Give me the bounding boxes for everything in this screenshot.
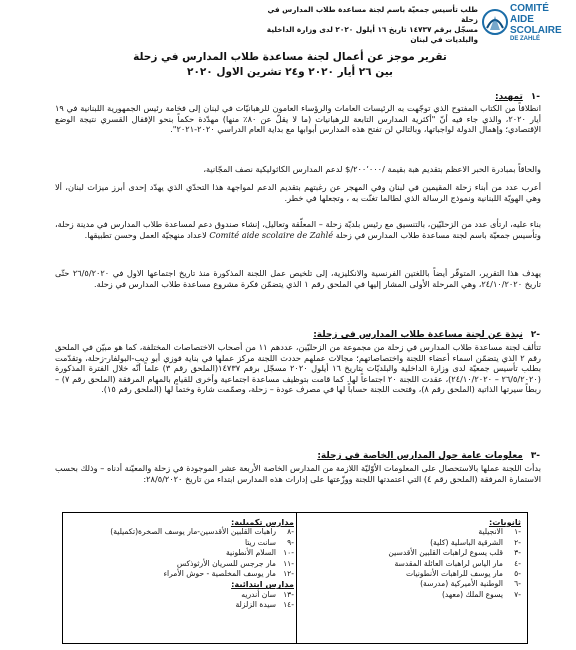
logo-mark-icon: [482, 2, 508, 42]
letterhead-text: [250, 5, 478, 45]
logo-line-2: AIDE: [510, 14, 534, 25]
list-item: -١الانجيلية: [478, 527, 521, 537]
section-title: تمهيد:: [495, 92, 523, 102]
committee-logo: [482, 2, 572, 44]
complementary-schools-column: [69, 517, 294, 611]
committee-french-name: Comité aide scolaire de Zahlé: [209, 229, 334, 240]
report-title: [80, 50, 500, 80]
section-number: -٢: [530, 330, 540, 340]
section-title: نبذة عن لجنة مساعدة طلاب المدارس في زحلة:: [313, 330, 523, 340]
section-1-paragraph-3: أعرب عدد من أبناء زحلة المقيمين في لبنان وفي المهجر عن رغبتهم بتقديم الدعم لمواجهة هذا التحدّي الذي يهدّد إحدى أبرز ميزات لبنان، ألا وهي الهويّة اللبنانية ونموذج الرسالة الذي لطالما تغنّت به ، وتجعلها في خطر.: [55, 182, 541, 203]
list-item: -٨راهبات القلبين الأقدسين-مار يوسف الصخرة(تكميلية): [110, 527, 294, 537]
list-item: -٦الوطنية الأميركية (مدرسة): [420, 579, 521, 589]
list-item: -١٠السلام الأنطونية: [225, 548, 294, 558]
column-heading: ثانويات:: [488, 517, 521, 527]
logo-line-4: DE ZAHLÉ: [510, 36, 540, 42]
list-item: -٥مار يوسف للراهبات الأنطونيات: [405, 569, 521, 579]
logo-line-1: COMITÉ: [510, 3, 549, 14]
list-item: -١٣سان أندريه: [241, 589, 294, 599]
section-3-paragraph: بدأت اللجنة عملها بالاستحصال على المعلومات الأوّليّة اللازمة من المدارس الخاصة الأربعة عشر الموجودة في زحلة والمعيّنة أدناه – وذلك بحسب الاستمارة المرفقة (الملحق رقم ٤) التي اعتمدتها اللجنة ووزّعتها على إدارات هذه المدارس ابتداء من تاريخ ٢٨/٥/٢٠٢٠:: [55, 463, 541, 484]
section-1-heading: [340, 92, 540, 102]
list-item: -٩سانت ريتا: [244, 537, 294, 547]
list-item: -٧يسوع الملك (معهد): [441, 589, 521, 599]
logo-line-3: SCOLAIRE: [510, 25, 562, 36]
column-heading: مدارس ابتدائية:: [231, 579, 294, 590]
section-1-paragraph-5: يهدف هذا التقرير، المتوفّر أيضاً باللغتين الفرنسية والانكليزية، إلى تلخيص عمل اللجنة المذكورة منذ تاريخ اجتماعها الاول في ٢٦/٥/٢٠٢٠ حتّى تاريخ ٢٤/١٠/٢٠٢٠، وهي المرحلة الأولى المشار إليها في الملحق رقم ١ الذي يتضمّن فكرة مشروع مساعدة طلاب المدارس في زحلة.: [55, 268, 541, 289]
list-item: -٢الشرقية الباسلية (كلية): [430, 537, 521, 547]
section-number: -٣: [530, 451, 540, 461]
section-1-paragraph-2: والحاقاً بمبادرة الحبر الاعظم بتقديم هبة بقيمة /٢٠٠٬٠٠٠/$ لدعم المدارس الكاثوليكية نصف المجّانية،: [203, 164, 541, 174]
secondary-schools-column: [296, 517, 521, 600]
column-heading: مدارس تكميلية:: [230, 517, 294, 527]
list-item: -١٢مار يوسف المخلصية - حوش الأمراء: [163, 569, 294, 579]
section-title: معلومات عامة حول المدارس الخاصة في زحلة:: [317, 451, 523, 461]
section-1-paragraph-4: [55, 219, 541, 240]
paragraph-text: لاعداد منهجيّة العمل وحسن تطبيقها.: [84, 229, 207, 240]
list-item: -٤مار الياس لراهبات العائلة المقدسة: [394, 558, 521, 568]
section-1-paragraph-1: انطلاقاً من الكتاب المفتوح الذي توجّهت به الرئيسات العامات والرؤساء العامون للرهبانيّات في لبنان إلى فخامة رئيس الجمهورية اللبنانية في ١٩ أيار ٢٠٢٠، والذي جاء فيه أنّ "أكثرية المدارس التابعة للرهبانيات (ما لا يقلّ عن ٨٠٪ منها) مهدّدة حكماً بنحو الإقفال القسري نتيجة الوضع الإقتصادي؛ وإهمال الدولة لواجباتها، وبالتالي لن تفتح هذه المدارس أبوابها مع بداية العام الدراسي ٢٠٢٠-٢٠٢١".: [55, 103, 541, 135]
section-3-heading: [240, 451, 540, 461]
list-item: -١١مار جرجس للسريان الأرثوذكس: [176, 558, 294, 568]
section-number: -١: [530, 92, 540, 102]
list-item: -١٤سيدة الزلزلة: [235, 600, 294, 610]
report-title-line-2: بين ٢٦ أيار ٢٠٢٠ و٢٤ تشرين الاول ٢٠٢٠: [187, 66, 393, 78]
logo-wordmark: [510, 3, 572, 43]
schools-table: [62, 512, 528, 644]
letterhead-line-1: طلب تأسيس جمعيّة باسم لجنة مساعدة طلاب المدارس في زحلة: [267, 5, 478, 24]
letterhead: [0, 0, 576, 46]
section-2-heading: [240, 330, 540, 340]
letterhead-line-2: مسجّل برقم ١٤٧٣٧ تاريخ ١٦ أيلول ٢٠٢٠ لدى وزارة الداخلية والبلديات في لبنان: [266, 25, 478, 44]
section-2-paragraph: تتألف لجنة مساعدة طلاب المدارس في زحلة من مجموعة من الزحليّين، عددهم ١١ من أصحاب الاختصاصات المختلفة، كما هو مبيّن في الملحق رقم ٢ الذي يتضمّن اسماء أعضاء اللجنة واختصاصاتهم؛ مجالات عملهم حددت اللجنة مركز عملها في بناية فوزي أبو ديب-البولفار-زحلة، وتقدّمت بطلب تأسيس جمعيّة لدى وزارة الداخلية والبلديّات بتاريخ ١٦ أيلول ٢٠٢٠ مسجّل برقم ١٤٧٣٧(الملحق رقم ٣) علماً أنّه خلال الفترة المذكورة (٢٦/٥/٢٠٢٠ – ٢٤/١٠/٢٠٢٠)، عقدت اللجنة ٢٠ اجتماعاً لها. كما قامت بتوظيف مساعدة اجتماعية وأخرى للقيام بالمهام المرفقة (الملحق رقم ٧) – ربطاً سيرتها الذاتية (الملحق رقم ٨)، وفتحت اللجنة حساباً لها في مصرف عودة – زحلة، وصمّمت شارة وختماً لها (الملحق رقم ١٥).: [55, 342, 542, 395]
list-item: -٣قلب يسوع لراهبات القلبين الأقدسين: [388, 548, 521, 558]
report-title-line-1: تقرير موجز عن أعمال لجنة مساعدة طلاب المدارس في زحلة: [133, 51, 447, 63]
paragraph-text: بناء عليه، ارتأى عدد من الزحليّين، بالتنسيق مع رئيس بلديّة زحلة – المعلّقة وتعاليل، إنشاء صندوق دعم لمساعدة طلاب المدارس في مدينة زحلة، وتأسيس جمعيّة باسم لجنة مساعدة طلاب المدارس في زحلة: [55, 219, 541, 240]
